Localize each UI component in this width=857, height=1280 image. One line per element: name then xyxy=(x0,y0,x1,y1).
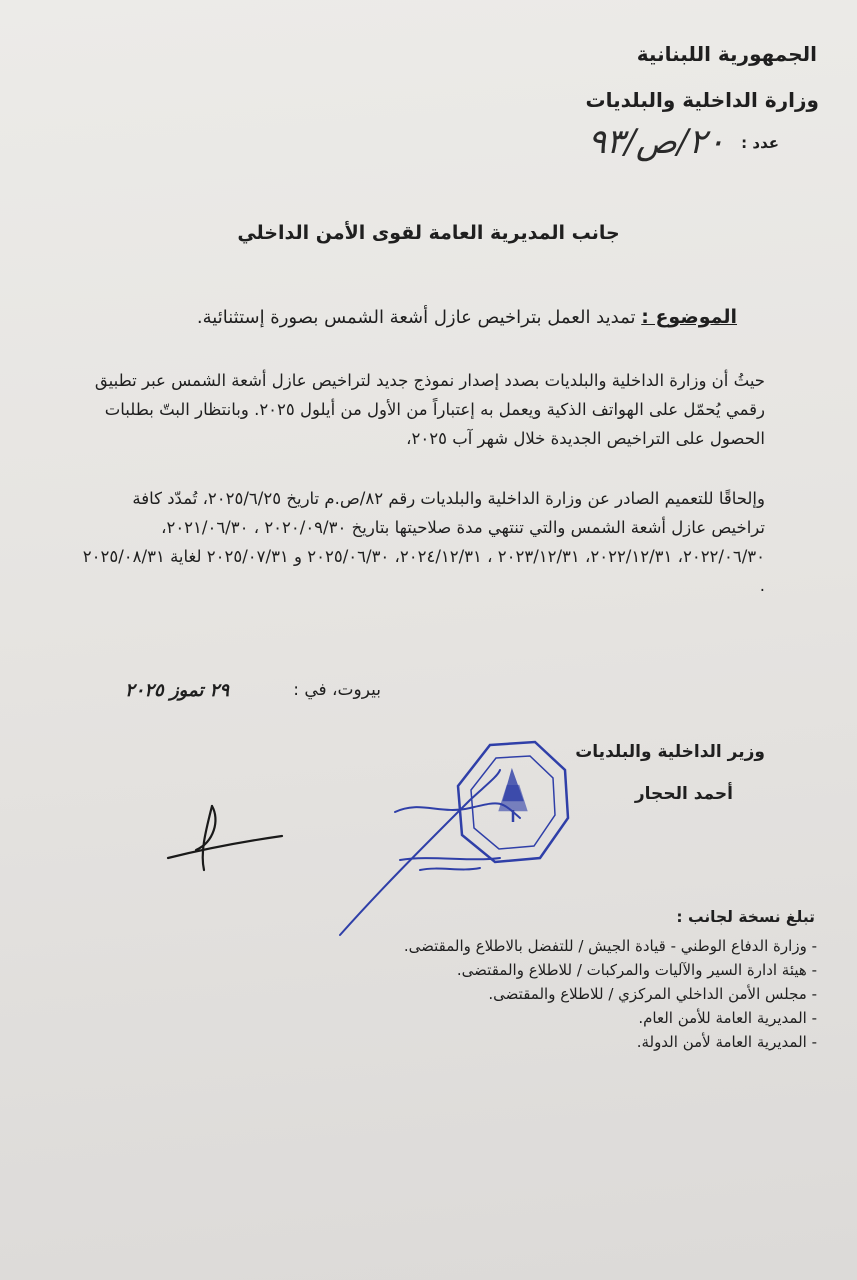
copy-recipient: - المديرية العامة للأمن العام. xyxy=(638,1009,817,1027)
subject-text: تمديد العمل بتراخيص عازل أشعة الشمس بصورة إستثنائية. xyxy=(196,307,636,328)
signatory-name: أحمد الحجار xyxy=(634,784,733,804)
addressee: جانب المديرية العامة لقوى الأمن الداخلي xyxy=(237,222,620,244)
copy-recipient: - مجلس الأمن الداخلي المركزي / للاطلاع والمقتضى. xyxy=(488,985,817,1003)
handwritten-date: ٢٩ تموز ٢٠٢٥ xyxy=(125,680,229,701)
minister-signature-icon xyxy=(168,806,282,870)
body-paragraph-1: حيثُ أن وزارة الداخلية والبلديات بصدد إصدار نموذج جديد لتراخيص عازل أشعة الشمس عبر تطبيق رقمي يُحمّل على الهواتف الذكية ويعمل به إعتباراً من الأول من أيلول ٢٠٢٥. وبانتظار البتّ بطلبات الحصول على التراخيص الجديدة خلال شهر آب ٢٠٢٥، xyxy=(94,371,765,448)
subject-label: الموضوع : xyxy=(641,306,737,328)
place-date-label: بيروت، في : xyxy=(293,680,381,700)
body-paragraph-2: وإلحاقًا للتعميم الصادر عن وزارة الداخلية والبلديات رقم ٨٢/ص.م تاريخ ٢٠٢٥/٦/٢٥، تُمدّد كافة تراخيص عازل أشعة الشمس والتي تنتهي مدة صلاحيتها بتاريخ ٢٠٢٠/٠٩/٣٠ ، ٢٠٢١/٠٦/٣٠، ٢٠٢٢/٠٦/٣٠، ٢٠٢٢/١٢/٣١، ٢٠٢٣/١٢/٣١ ، ٢٠٢٤/١٢/٣١، ٢٠٢٥/٠٦/٣٠ و ٢٠٢٥/٠٧/٣١ لغاية ٢٠٢٥/٠٨/٣١ . xyxy=(82,489,765,595)
republic-header: الجمهورية اللبنانية xyxy=(636,42,817,66)
copy-recipient: - وزارة الدفاع الوطني - قيادة الجيش / للتفضل بالاطلاع والمقتضى. xyxy=(403,937,817,955)
ministry-stamp-icon xyxy=(458,742,568,862)
reference-number-label: عدد : xyxy=(741,134,779,152)
copy-recipient: - المديرية العامة لأمن الدولة. xyxy=(636,1033,817,1051)
ministry-header: وزارة الداخلية والبلديات xyxy=(585,88,819,112)
stamp-signature-icon xyxy=(340,770,520,935)
signatory-title: وزير الداخلية والبلديات xyxy=(575,742,765,762)
copy-recipient: - هيئة ادارة السير والآليات والمركبات / للاطلاع والمقتضى. xyxy=(456,961,817,979)
copies-heading: تبلغ نسخة لجانب : xyxy=(676,908,815,926)
reference-number-handwritten: ٢٠/ص/٩٣ xyxy=(587,122,725,162)
